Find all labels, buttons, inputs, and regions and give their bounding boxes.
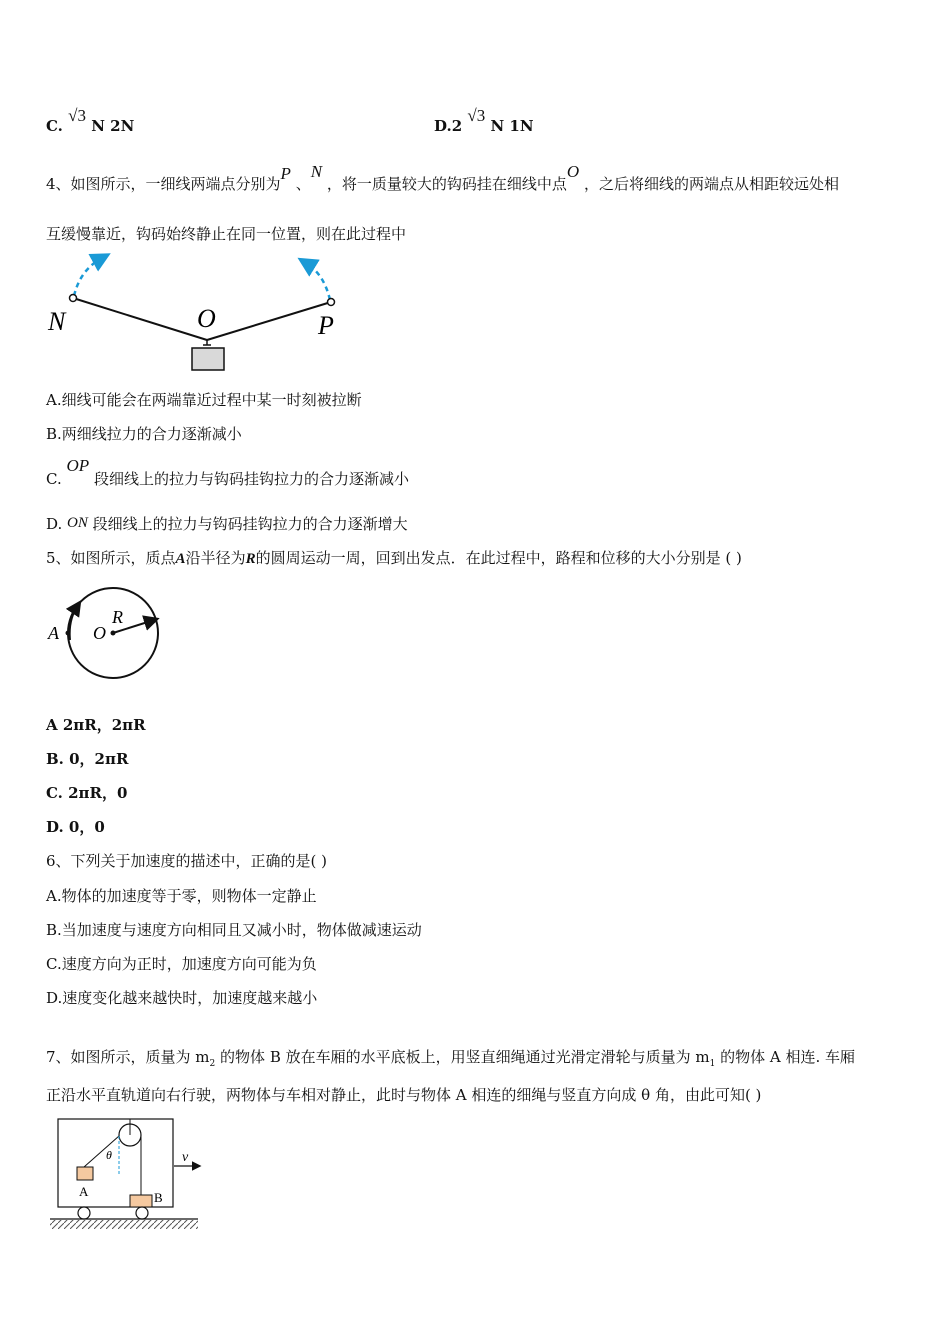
q4-stem-line2: 互缓慢靠近，钩码始终静止在同一位置，则在此过程中 bbox=[46, 225, 407, 243]
right-dashed-arrow bbox=[306, 263, 330, 300]
motion-arrow bbox=[70, 605, 78, 640]
end-point-n bbox=[70, 295, 77, 302]
q7-figure bbox=[46, 1115, 206, 1233]
sqrt3: √3 bbox=[467, 106, 486, 125]
subscript-1: 1 bbox=[709, 1059, 716, 1069]
wheel-right bbox=[136, 1207, 148, 1219]
q5-option-c[interactable]: C. 2πR，0 bbox=[46, 784, 128, 802]
right-string bbox=[207, 302, 331, 340]
q5-option-a[interactable]: A 2πR，2πR bbox=[46, 716, 146, 734]
option-c-text: N 2N bbox=[91, 117, 135, 135]
q6-option-c[interactable]: C.速度方向为正时，加速度方向可能为负 bbox=[46, 955, 317, 973]
q5-option-b[interactable]: B. 0，2πR bbox=[46, 750, 129, 768]
q6-option-b[interactable]: B.当加速度与速度方向相同且又减小时，物体做减速运动 bbox=[46, 921, 422, 939]
stem-text: 的物体 A 相连. 车厢 bbox=[715, 1048, 856, 1066]
wheel-left bbox=[78, 1207, 90, 1219]
block-b bbox=[130, 1195, 152, 1207]
label-b: B bbox=[154, 1190, 163, 1205]
stem-text: ，将一质量较大的钩码挂在细线中点 bbox=[326, 175, 567, 193]
label-a: A bbox=[79, 1184, 89, 1199]
option-d-coef: 2 bbox=[451, 117, 463, 135]
option-prefix: D. bbox=[46, 515, 63, 533]
q6-stem: 6、下列关于加速度的描述中，正确的是( ) bbox=[46, 852, 328, 870]
stem-text: 的物体 B 放在车厢的水平底板上，用竖直细绳通过光滑定滑轮与质量为 m bbox=[215, 1048, 710, 1066]
label-r: R bbox=[112, 607, 123, 627]
hook bbox=[203, 340, 211, 345]
weight-block bbox=[192, 348, 224, 370]
q4-option-a[interactable]: A.细线可能会在两端靠近过程中某一时刻被拉断 bbox=[46, 391, 362, 409]
ground-hatch bbox=[50, 1220, 198, 1229]
q6-option-a[interactable]: A.物体的加速度等于零，则物体一定静止 bbox=[46, 887, 317, 905]
separator: 、 bbox=[295, 175, 311, 193]
block-a bbox=[77, 1167, 93, 1180]
symbol-op: OP bbox=[66, 456, 90, 475]
q5-stem bbox=[46, 548, 742, 569]
end-point-p bbox=[328, 299, 335, 306]
symbol-r: R bbox=[245, 551, 256, 567]
label-p: P bbox=[318, 311, 334, 340]
label-theta: θ bbox=[106, 1148, 112, 1162]
sqrt3: √3 bbox=[68, 106, 86, 125]
symbol-p: P bbox=[280, 164, 291, 183]
label-n: N bbox=[48, 307, 66, 336]
q5-option-d[interactable]: D. 0，0 bbox=[46, 818, 105, 836]
symbol-on: ON bbox=[67, 515, 88, 531]
q7-stem-line2: 正沿水平直轨道向右行驶，两物体与车相对静止，此时与物体 A 相连的细绳与竖直方向成 θ 角，由此可知( ) bbox=[46, 1086, 762, 1104]
stem-text: 4、如图所示，一细线两端点分别为 bbox=[46, 175, 281, 193]
symbol-o: O bbox=[566, 162, 580, 181]
q3-option-c bbox=[46, 106, 135, 136]
stem-text: 7、如图所示，质量为 m bbox=[46, 1048, 210, 1066]
subscript-2: 2 bbox=[209, 1059, 216, 1069]
q4-option-c[interactable] bbox=[46, 456, 409, 489]
stem-text: 5、如图所示，质点 bbox=[46, 549, 176, 567]
label-o: O bbox=[93, 623, 106, 643]
q5-figure bbox=[40, 585, 170, 685]
stem-text: ，之后将细线的两端点从相距较远处相 bbox=[583, 175, 839, 193]
stem-text: 沿半径为 bbox=[185, 549, 246, 567]
q3-option-d bbox=[434, 106, 534, 136]
symbol-a: A bbox=[175, 551, 186, 567]
option-d-text: N 1N bbox=[490, 117, 534, 135]
q4-stem-line1 bbox=[46, 162, 839, 194]
q4-figure bbox=[40, 250, 360, 378]
point-a bbox=[66, 631, 71, 636]
q6-option-d[interactable]: D.速度变化越来越快时，加速度越来越小 bbox=[46, 989, 318, 1007]
option-c-prefix: C. bbox=[46, 117, 63, 135]
string-to-a bbox=[84, 1136, 119, 1167]
label-v: v bbox=[182, 1150, 189, 1165]
option-prefix: C. bbox=[46, 470, 62, 488]
label-a: A bbox=[48, 623, 59, 643]
stem-text: 的圆周运动一周，回到出发点．在此过程中，路程和位移的大小分别是 ( ) bbox=[255, 549, 742, 567]
label-o: O bbox=[197, 304, 216, 333]
symbol-n: N bbox=[310, 162, 323, 181]
left-dashed-arrow bbox=[74, 258, 102, 296]
option-d-prefix: D. bbox=[434, 117, 452, 135]
q4-option-b[interactable]: B.两细线拉力的合力逐渐减小 bbox=[46, 425, 242, 443]
option-text: 段细线上的拉力与钩码挂钩拉力的合力逐渐减小 bbox=[93, 470, 409, 488]
q4-option-d[interactable] bbox=[46, 514, 408, 535]
q7-stem-line1 bbox=[46, 1047, 855, 1074]
left-string bbox=[73, 298, 207, 340]
option-text: 段细线上的拉力与钩码挂钩拉力的合力逐渐增大 bbox=[92, 515, 408, 533]
